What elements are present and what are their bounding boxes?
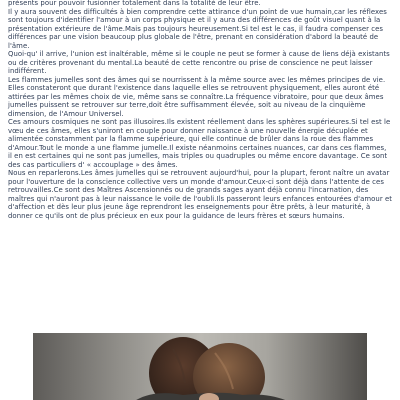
- article-paragraph: présents pour pouvoir fusionner totalement dans la totalité de leur être.: [8, 0, 261, 7]
- article-paragraph: Les flammes jumelles sont des âmes qui se nourrissent à la même source avec les mêmes principes de vie.: [8, 75, 386, 84]
- article-paragraph: Il y aura souvent des difficultés à bien comprendre cette attirance d'un point de vue humain,car les réflexes sont toujours d'identifier l'amour à un corps physique et il y aura des différences de goût visuel quant à la présentation extérieure de l'âme.Mais pas toujours heureusement.Si tel est le cas, il faudra compenser ces différences par une vision beaucoup plus globale de l'être, prenant en considération d'abord la beauté de l'âme.: [8, 7, 387, 50]
- couple-photo-illustration: [33, 333, 367, 400]
- article-body: [8, 0, 392, 220]
- article-paragraph: Quoi-qu' il arrive, l'union est inaltérable, même si le couple ne peut se former à cause de liens déjà existants ou de critères provenant du mental.La beauté de cette rencontre ou prise de conscience ne peut laisser indifférent.: [8, 50, 390, 75]
- article-paragraph: Ces amours cosmiques ne sont pas illusoires.Ils existent réellement dans les sphères supérieures.Si tel est le vœu de ces âmes, elles s'uniront en couple pour donner naissance à une nouvelle énergie décuplée et alimentée constamment par la flamme supérieure, qui elle continue de brûler dans la roue des flammes d'Amour.Tout le monde a une flamme jumelle.Il existe néanmoins certaines nuances, car dans ces flammes, il en est certaines qui ne sont pas jumelles, mais triples ou quadruples ou même encore davantage. Ce sont des cas particuliers d' « accouplage » des âmes.: [8, 118, 391, 169]
- couple-photo: [33, 333, 367, 400]
- article-paragraph: Elles constateront que durant l'existence dans laquelle elles se retrouvent physiquement, elles auront été attirées par les mêmes choix de vie, même sans se connaître.La fréquence vibratoire, pour que deux âmes jumelles puissent se retrouver sur terre,doit être suffisamment élevée, soit au niveau de la cinquième dimension, de l'Amour Universel.: [8, 84, 384, 118]
- article-paragraph: Nous en reparlerons.Les âmes jumelles qui se retrouvent aujourd'hui, pour la plupart, feront naître un avatar pour l'ouverture de la conscience collective vers un monde d'amour.Ceux-ci sont déjà dans l'attente de ces retrouvailles.Ce sont des Maîtres Ascensionnés ou de grands sages ayant déjà connu l'incarnation, des maîtres qui n'auront pas à leur naissance le voile de l'oubli.Ils passeront leurs enfances entourées d'amour et d'affection et dès leur plus jeune âge reprendront les enseignements pour être prêts, à leur maturité, à donner ce qu'ils ont de plus précieux en eux pour la guidance de leurs frères et sœurs humains.: [8, 169, 393, 220]
